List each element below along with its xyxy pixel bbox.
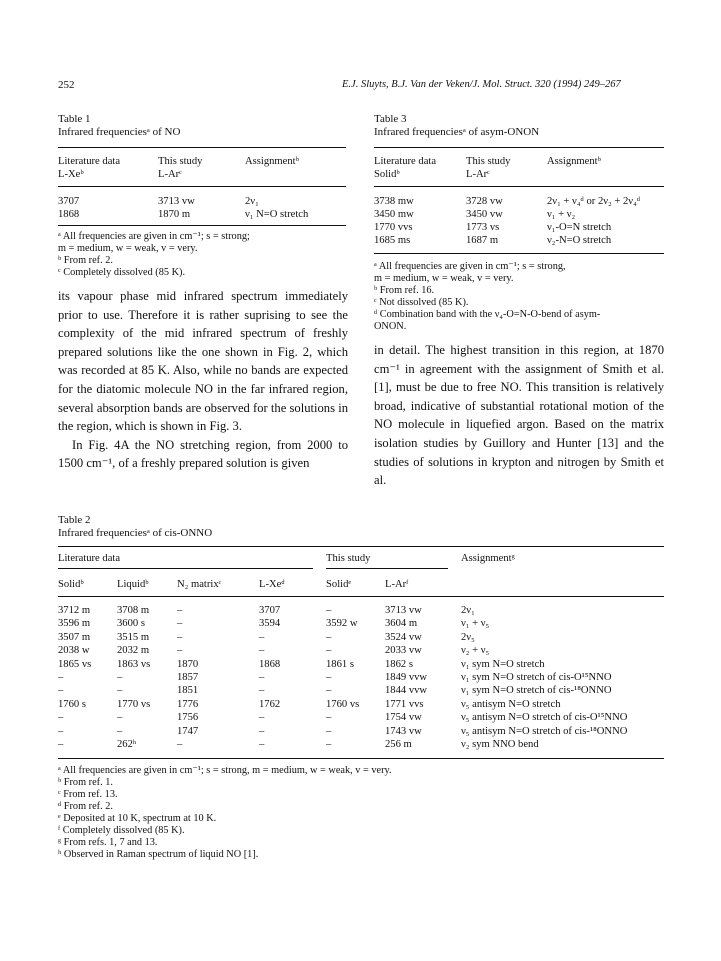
table2-cell: 256 m — [385, 739, 412, 750]
table2-cell: – — [326, 712, 332, 724]
table1-note: ᵃ All frequencies are given in cm⁻¹; s = strong; — [58, 231, 250, 242]
table2-cell: 3708 m — [117, 605, 150, 616]
table2-top-rule — [58, 546, 664, 547]
table2-cell: – — [117, 672, 123, 683]
table2-header: Solidᵇ — [58, 579, 84, 590]
table2-group-header: Literature data — [58, 553, 121, 564]
table3-cell: 1685 ms — [374, 235, 411, 246]
table2-header: Solidᵉ — [326, 579, 352, 590]
running-head: E.J. Sluyts, B.J. Van der Veken/J. Mol. Struct. 320 (1994) 249–267 — [342, 79, 621, 90]
table2-header: L-Xeᵈ — [259, 579, 285, 590]
table2-note: ᶜ From ref. 13. — [58, 789, 118, 800]
table2-note: ᵇ From ref. 1. — [58, 777, 113, 788]
table2-cell: – — [259, 672, 265, 683]
table2-cell: 1771 vvs — [385, 698, 424, 710]
table3-mid-rule — [374, 186, 664, 187]
table2-cell: – — [259, 685, 265, 697]
table1-cell: 1868 — [58, 209, 80, 220]
table2-group-header: This study — [326, 553, 371, 564]
table1-title: Infrared frequenciesᵃ of NO — [58, 126, 181, 138]
table2-cell: – — [117, 712, 123, 724]
table3-cell: ν₂-N=O stretch — [547, 235, 612, 246]
table1-header: This study — [158, 156, 203, 167]
table2-cell: 3707 — [259, 605, 281, 616]
table1-mid-rule — [58, 186, 346, 187]
table2-cell: 3600 s — [117, 618, 145, 630]
table3-bottom-rule — [374, 253, 664, 254]
table2-cell: 1857 — [177, 672, 199, 683]
table2-cell: – — [177, 618, 183, 630]
table2-cell: 2032 m — [117, 645, 150, 657]
table1-header: Literature data — [58, 156, 121, 167]
table2-cell: – — [177, 645, 183, 657]
table2-cell: 1862 s — [385, 658, 413, 670]
body-paragraph: its vapour phase mid infrared spectrum immediately prior to use. Therefore it is rather suprising to see the complexity of the mid infrared spectrum of freshly prepared solutions like the one shown in Fig. 2, which was recorded at 85 K. Also, while no bands are expected for the diatomic molecule NO in the far infrared region, several absorption bands are observed for the solutions in the region, which is shown in Fig. 3. — [58, 289, 348, 434]
table2-cell: 1851 — [177, 685, 199, 697]
table2-cell: 1762 — [259, 698, 281, 710]
table2-note: ᵃ All frequencies are given in cm⁻¹; s = strong, m = medium, w = weak, v = very. — [58, 765, 392, 776]
table1-header: Assignmentᵇ — [245, 156, 299, 167]
table2-cell: 1756 — [177, 712, 199, 724]
table1-header: L-Xeᵇ — [58, 169, 84, 180]
table3-note: ᵈ Combination band with the ν₄-O=N-O-bend of asym- — [374, 309, 601, 320]
table2-cell: – — [177, 605, 183, 616]
table2-cell: – — [326, 725, 332, 737]
page-number: 252 — [58, 79, 75, 91]
table3-cell: 3450 mw — [374, 209, 414, 220]
table2-header: N₂ matrixᶜ — [177, 579, 222, 590]
table3-note: ᶜ Not dissolved (85 K). — [374, 297, 469, 308]
table2-cell: 1747 — [177, 725, 199, 737]
table2-mid-rule — [58, 596, 664, 597]
table1-cell: ν₁ N=O stretch — [245, 209, 309, 220]
table3-cell: 1773 vs — [466, 222, 500, 233]
table2-cell: 3524 vw — [385, 631, 422, 643]
table2-cell: 1863 vs — [117, 658, 151, 670]
table2-cell: – — [177, 739, 183, 750]
table2-group-rule — [58, 568, 313, 569]
table2-cell: – — [326, 672, 332, 683]
table1-cell: 2ν₁ — [245, 196, 259, 207]
table2-cell: – — [326, 645, 332, 657]
table2-cell: ν₂ + ν₅ — [461, 645, 490, 657]
table2-cell: ν₂ sym NNO bend — [461, 739, 539, 750]
table1-cell: 1870 m — [158, 209, 191, 220]
table2-group-rule — [326, 568, 448, 569]
table2-cell: – — [259, 725, 265, 737]
table2-cell: 3594 — [259, 618, 281, 630]
table1-header: L-Arᶜ — [158, 169, 182, 180]
table3-top-rule — [374, 147, 664, 148]
table2-cell: – — [259, 645, 265, 657]
table2-cell: – — [117, 685, 123, 697]
table3-label: Table 3 — [374, 113, 407, 125]
table3-header: L-Arᶜ — [466, 169, 490, 180]
table1-cell: 3713 vw — [158, 196, 195, 207]
body-paragraph: In Fig. 4A the NO stretching region, from 2000 to 1500 cm⁻¹, of a freshly prepared solution is given — [58, 437, 348, 471]
table2-cell: – — [58, 725, 64, 737]
table2-cell: 1870 — [177, 658, 199, 670]
table2-cell: 1754 vw — [385, 712, 422, 724]
table2-cell: – — [117, 725, 123, 737]
body-column-left — [58, 287, 348, 473]
table2-cell: ν₁ sym N=O stretch — [461, 658, 545, 670]
table1-note: ᵇ From ref. 2. — [58, 255, 113, 266]
table2-cell: – — [58, 712, 64, 724]
table1-note: m = medium, w = weak, v = very. — [58, 243, 198, 254]
table2-cell: ν₁ sym N=O stretch of cis-¹⁸ONNO — [461, 685, 612, 697]
table2-cell: 3604 m — [385, 618, 418, 630]
table2-cell: 1849 vvw — [385, 672, 428, 683]
table2-cell: 3712 m — [58, 605, 91, 616]
table2-cell: 262ʰ — [117, 739, 137, 750]
table3-note: m = medium, w = weak, v = very. — [374, 273, 514, 284]
table2-cell: – — [326, 739, 332, 750]
table2-cell: 1776 — [177, 698, 199, 710]
table2-cell: 1868 — [259, 658, 281, 670]
table3-title: Infrared frequenciesᵃ of asym-ONON — [374, 126, 540, 138]
table2-note: ᵈ From ref. 2. — [58, 801, 113, 812]
table2-cell: 3592 w — [326, 618, 358, 630]
table1-top-rule — [58, 147, 346, 148]
table3-cell: ν₁-O=N stretch — [547, 222, 612, 233]
table3-note: ᵇ From ref. 16. — [374, 285, 435, 296]
table2-cell: – — [326, 631, 332, 643]
table2-cell: 1861 s — [326, 658, 354, 670]
table2-cell: 3515 m — [117, 631, 150, 643]
table3-header: Assignmentᵇ — [547, 156, 601, 167]
table2-cell: 2ν₅ — [461, 631, 475, 643]
table2-cell: 2033 vw — [385, 645, 422, 657]
table2-cell: – — [177, 631, 183, 643]
table2-cell: – — [326, 605, 332, 616]
table3-cell: 1687 m — [466, 235, 499, 246]
table3-cell: 3738 mw — [374, 196, 414, 207]
table2-note: ᶠ Completely dissolved (85 K). — [58, 825, 185, 836]
table3-cell: ν₁ + ν₂ — [547, 209, 576, 220]
table2-header: Liquidᵇ — [117, 579, 149, 590]
body-paragraph: in detail. The highest transition in this region, at 1870 cm⁻¹ in agreement with the assignment of Smith et al. [1], must be due to free NO. This transition is relatively broad, indicative of substantial rotational motion of the NO molecule in liquefied argon. Based on the matrix isolation studies by Guillory and Hunter [13] and the studies of solutions in krypton and nitrogen by Smith et al. — [374, 343, 664, 488]
table3-header: This study — [466, 156, 511, 167]
table2-cell: ν₁ sym N=O stretch of cis-O¹⁵NNO — [461, 672, 612, 683]
table2-note: ᵍ From refs. 1, 7 and 13. — [58, 837, 158, 848]
table2-cell: – — [259, 631, 265, 643]
table2-cell: 1760 vs — [326, 698, 360, 710]
table2-cell: 1770 vs — [117, 698, 151, 710]
table3-note: ᵃ All frequencies are given in cm⁻¹; s = strong, — [374, 261, 566, 272]
table3-note: ONON. — [374, 321, 407, 332]
table2-cell: – — [58, 739, 64, 750]
table2-cell: ν₅ antisym N=O stretch of cis-¹⁸ONNO — [461, 725, 628, 737]
table2-cell: – — [58, 672, 64, 683]
table2-cell: – — [326, 685, 332, 697]
table2-cell: 1844 vvw — [385, 685, 428, 697]
table2-cell: 3713 vw — [385, 605, 422, 616]
table2-cell: – — [259, 712, 265, 724]
body-column-right — [374, 341, 664, 490]
table2-cell: ν₅ antisym N=O stretch of cis-O¹⁵NNO — [461, 712, 628, 724]
table2-note: ʰ Observed in Raman spectrum of liquid NO [1]. — [58, 849, 259, 860]
table2-cell: ν₁ + ν₅ — [461, 618, 490, 630]
table2-header: L-Arᶠ — [385, 579, 409, 590]
table1-bottom-rule — [58, 225, 346, 226]
table2-cell: ν₅ antisym N=O stretch — [461, 698, 561, 710]
table2-cell: 2038 w — [58, 645, 90, 657]
table2-cell: 3596 m — [58, 618, 91, 630]
table2-cell: – — [58, 685, 64, 697]
table3-cell: 2ν₁ + ν₄ᵈ or 2ν₂ + 2ν₄ᵈ — [547, 196, 641, 207]
table1-note: ᶜ Completely dissolved (85 K). — [58, 267, 186, 278]
table2-cell: – — [259, 739, 265, 750]
table2-note: ᵉ Deposited at 10 K, spectrum at 10 K. — [58, 813, 217, 824]
table1-cell: 3707 — [58, 196, 80, 207]
table2-cell: 1760 s — [58, 698, 86, 710]
table2-cell: 1865 vs — [58, 658, 92, 670]
table3-cell: 1770 vvs — [374, 222, 413, 233]
table1-label: Table 1 — [58, 113, 91, 125]
table3-cell: 3728 vw — [466, 196, 503, 207]
table2-bottom-rule — [58, 758, 664, 759]
table2-group-header: Assignmentᵍ — [461, 553, 515, 564]
table2-title: Infrared frequenciesᵃ of cis-ONNO — [58, 527, 213, 539]
table3-cell: 3450 vw — [466, 209, 503, 220]
table2-cell: 3507 m — [58, 631, 91, 643]
table2-label: Table 2 — [58, 514, 91, 526]
table3-header: Literature data — [374, 156, 437, 167]
table3-header: Solidᵇ — [374, 169, 400, 180]
table2-cell: 1743 vw — [385, 725, 422, 737]
table2-cell: 2ν₁ — [461, 605, 475, 616]
